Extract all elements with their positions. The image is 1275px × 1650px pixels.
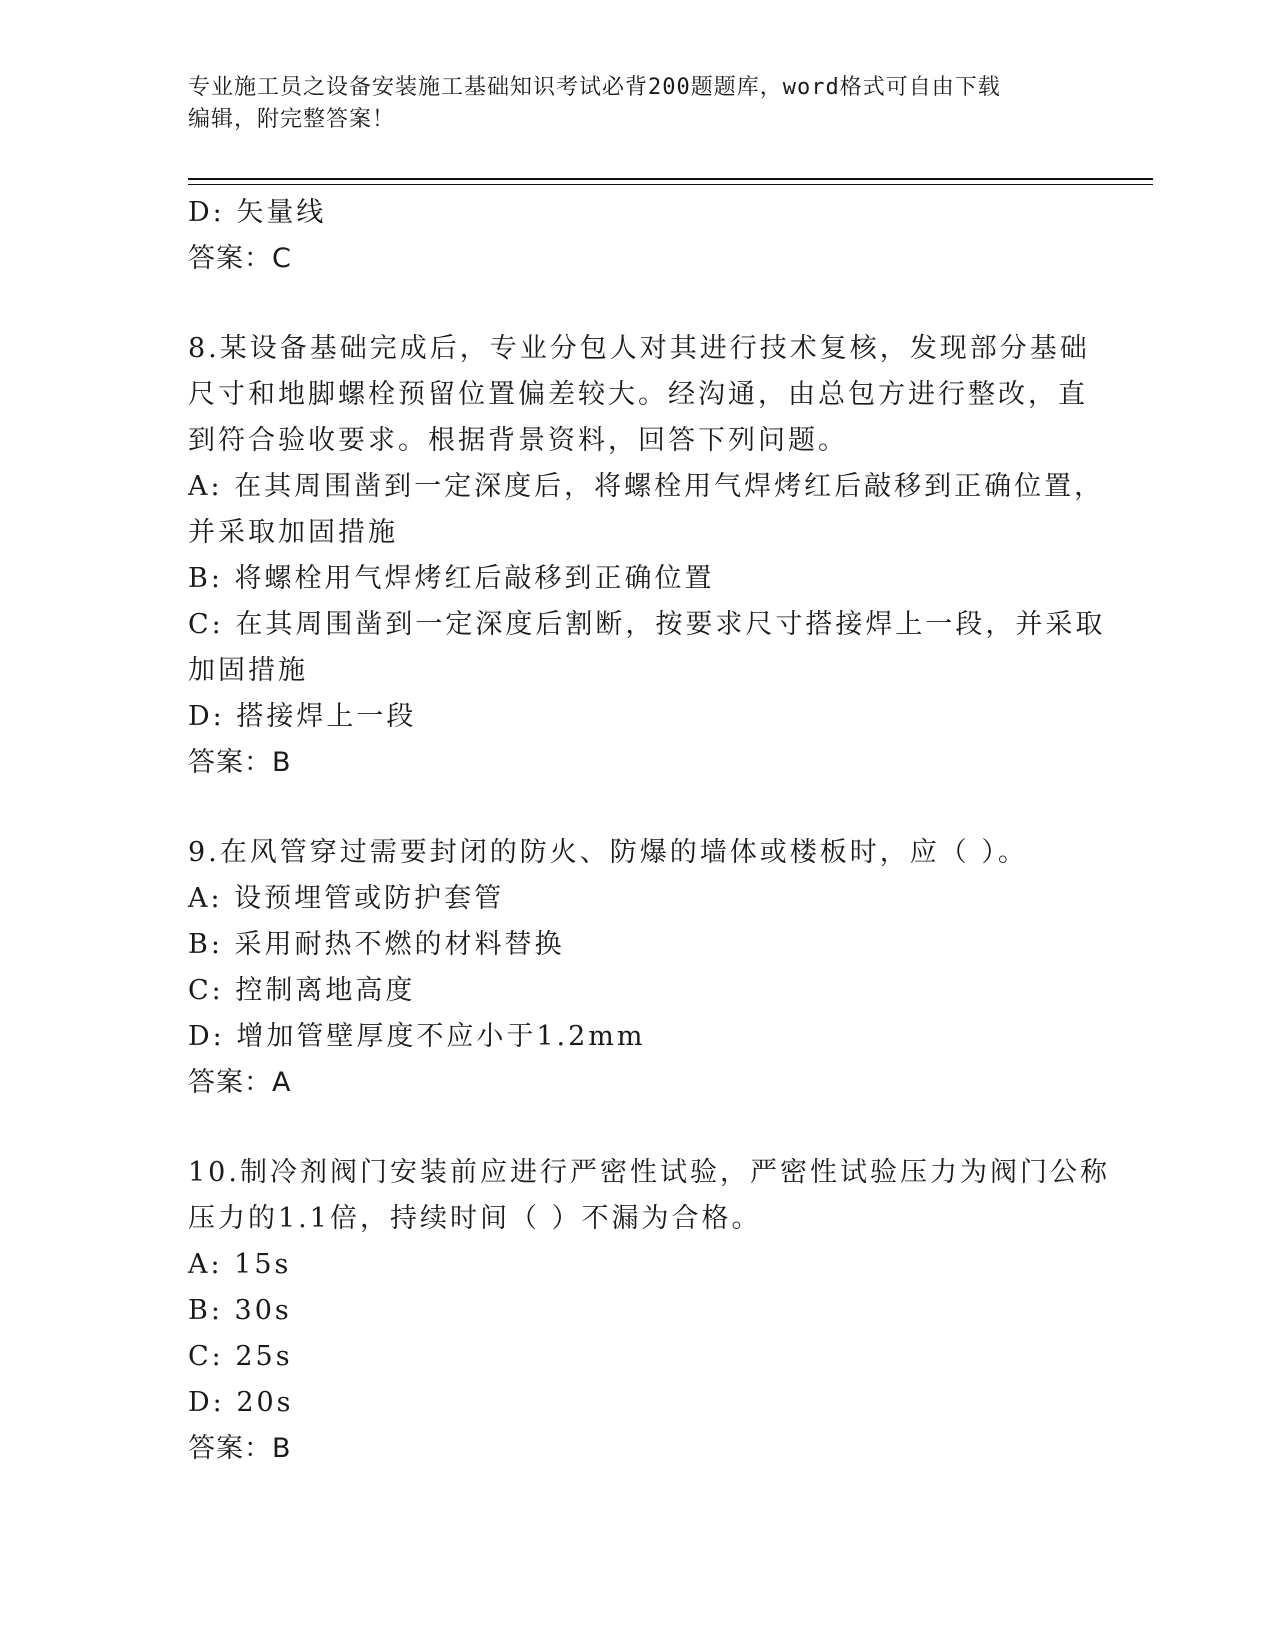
spacer bbox=[188, 1106, 1088, 1150]
q8-option-b: B: 将螺栓用气焊烤红后敲移到正确位置 bbox=[188, 563, 715, 594]
header-rule-thick bbox=[188, 178, 1153, 180]
prev-answer: 答案：C bbox=[188, 243, 292, 274]
q10-answer: 答案：B bbox=[188, 1433, 292, 1464]
prev-option-d: D: 矢量线 bbox=[188, 197, 327, 228]
q8-stem-line-1: 8.某设备基础完成后，专业分包人对其进行技术复核，发现部分基础 bbox=[188, 333, 1090, 364]
header-line-1: 专业施工员之设备安装施工基础知识考试必背200题题库，word格式可自由下载 bbox=[188, 75, 1001, 100]
q8-answer: 答案：B bbox=[188, 747, 292, 778]
question-content bbox=[188, 190, 1110, 1472]
q9-stem: 9.在风管穿过需要封闭的防火、防爆的墙体或楼板时，应（ ）。 bbox=[188, 837, 1028, 868]
q10-stem-line-1: 10.制冷剂阀门安装前应进行严密性试验，严密性试验压力为阀门公称 bbox=[188, 1157, 1110, 1188]
q8-option-a-line-2: 并采取加固措施 bbox=[188, 517, 398, 548]
q10-option-b: B: 30s bbox=[188, 1295, 292, 1326]
q8-option-c-line-1: C: 在其周围凿到一定深度后割断，按要求尺寸搭接焊上一段，并采取 bbox=[188, 609, 1106, 640]
header-line-2: 编辑，附完整答案！ bbox=[188, 107, 396, 132]
q10-option-d: D: 20s bbox=[188, 1387, 294, 1418]
q10-option-a: A: 15s bbox=[188, 1249, 292, 1280]
q8-option-a-line-1: A: 在其周围凿到一定深度后，将螺栓用气焊烤红后敲移到正确位置， bbox=[188, 471, 1105, 502]
q8-option-d: D: 搭接焊上一段 bbox=[188, 701, 417, 732]
q8-stem-line-2: 尺寸和地脚螺栓预留位置偏差较大。经沟通，由总包方进行整改，直 bbox=[188, 379, 1088, 410]
q8-stem-line-3: 到符合验收要求。根据背景资料，回答下列问题。 bbox=[188, 425, 848, 456]
q10-option-c: C: 25s bbox=[188, 1341, 293, 1372]
header-rule-thin bbox=[188, 184, 1153, 185]
q9-option-c: C: 控制离地高度 bbox=[188, 975, 416, 1006]
q9-answer: 答案：A bbox=[188, 1067, 292, 1098]
spacer bbox=[188, 282, 1088, 326]
q10-stem-line-2: 压力的1.1倍，持续时间（ ）不漏为合格。 bbox=[188, 1203, 762, 1234]
q9-option-b: B: 采用耐热不燃的材料替换 bbox=[188, 929, 565, 960]
q9-option-a: A: 设预埋管或防护套管 bbox=[188, 883, 505, 914]
document-header bbox=[188, 72, 1088, 136]
q8-option-c-line-2: 加固措施 bbox=[188, 655, 308, 686]
q9-option-d: D: 增加管壁厚度不应小于1.2mm bbox=[188, 1021, 646, 1052]
spacer bbox=[188, 786, 1088, 830]
